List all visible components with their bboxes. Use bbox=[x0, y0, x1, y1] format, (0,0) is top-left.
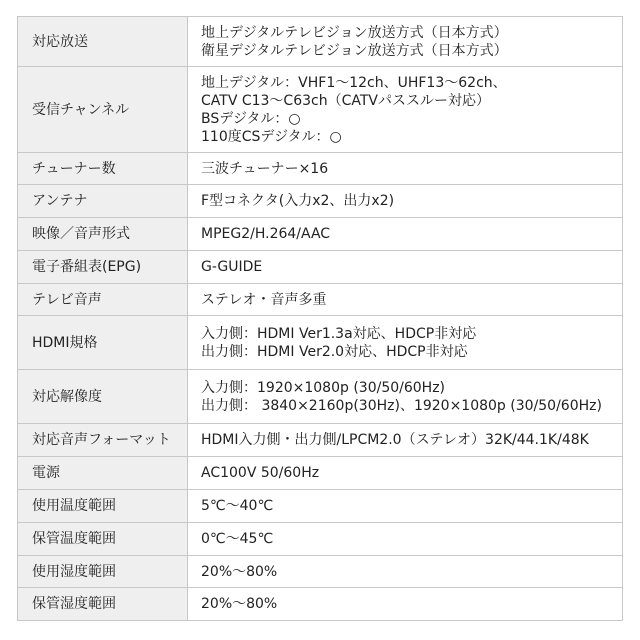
value-line: 入力側：1920×1080p (30/50/60Hz) bbox=[201, 379, 446, 396]
row-label: チューナー数 bbox=[18, 153, 188, 185]
value-line: 出力側：HDMI Ver2.0対応、HDCP非対応 bbox=[201, 343, 468, 360]
row-label: 電源 bbox=[18, 457, 188, 490]
row-value bbox=[188, 153, 623, 185]
value-line: 0℃〜45℃ bbox=[201, 531, 274, 547]
row-value bbox=[188, 251, 623, 284]
row-value bbox=[188, 67, 623, 153]
value-line: 地上デジタルテレビジョン放送方式（日本方式） bbox=[201, 24, 508, 41]
table-row bbox=[18, 153, 623, 185]
value-line: 出力側： 3840×2160p(30Hz)、1920×1080p (30/50/60Hz) bbox=[201, 397, 602, 414]
table-row bbox=[18, 67, 623, 153]
row-value bbox=[188, 556, 623, 588]
row-value bbox=[188, 17, 623, 67]
value-line: F型コネクタ(入力x2、出力x2) bbox=[201, 193, 395, 209]
table-row bbox=[18, 251, 623, 284]
table-row bbox=[18, 588, 623, 621]
row-value bbox=[188, 370, 623, 424]
value-line: ステレオ・音声多重 bbox=[201, 291, 327, 308]
value-line: HDMI入力側・出力側/LPCM2.0（ステレオ）32K/44.1K/48K bbox=[201, 432, 589, 448]
value-line: 5℃〜40℃ bbox=[201, 498, 274, 514]
table-row bbox=[18, 185, 623, 218]
value-line: MPEG2/H.264/AAC bbox=[201, 226, 331, 242]
value-line: BSデジタル：○ bbox=[201, 110, 301, 127]
table-row bbox=[18, 424, 623, 457]
value-line: CATV C13〜C63ch（CATVパススルー対応） bbox=[201, 92, 490, 109]
value-line: 110度CSデジタル：○ bbox=[201, 128, 342, 145]
row-value bbox=[188, 424, 623, 457]
row-label: 保管温度範囲 bbox=[18, 523, 188, 556]
table-row bbox=[18, 17, 623, 67]
row-label: 保管湿度範囲 bbox=[18, 588, 188, 621]
row-label: 対応音声フォーマット bbox=[18, 424, 188, 457]
row-label: 受信チャンネル bbox=[18, 67, 188, 153]
table-row bbox=[18, 218, 623, 251]
value-line: 地上デジタル：VHF1〜12ch、UHF13〜62ch、 bbox=[201, 74, 507, 91]
row-label: 使用湿度範囲 bbox=[18, 556, 188, 588]
row-value bbox=[188, 316, 623, 370]
row-value bbox=[188, 284, 623, 316]
row-value bbox=[188, 457, 623, 490]
row-label: 使用温度範囲 bbox=[18, 490, 188, 523]
value-line: 入力側：HDMI Ver1.3a対応、HDCP非対応 bbox=[201, 325, 477, 342]
row-label: テレビ音声 bbox=[18, 284, 188, 316]
spec-table bbox=[17, 16, 623, 621]
value-line: 衛星デジタルテレビジョン放送方式（日本方式） bbox=[201, 42, 508, 59]
table-row bbox=[18, 370, 623, 424]
table-row bbox=[18, 457, 623, 490]
row-label: 対応放送 bbox=[18, 17, 188, 67]
value-line: G-GUIDE bbox=[201, 259, 263, 275]
row-value bbox=[188, 588, 623, 621]
row-label: アンテナ bbox=[18, 185, 188, 218]
table-row bbox=[18, 523, 623, 556]
row-value bbox=[188, 523, 623, 556]
row-value bbox=[188, 185, 623, 218]
table-row bbox=[18, 284, 623, 316]
value-line: 20%〜80% bbox=[201, 596, 278, 612]
table-row bbox=[18, 316, 623, 370]
row-value bbox=[188, 490, 623, 523]
row-label: 対応解像度 bbox=[18, 370, 188, 424]
row-label: 映像／音声形式 bbox=[18, 218, 188, 251]
row-label: HDMI規格 bbox=[18, 316, 188, 370]
table-row bbox=[18, 556, 623, 588]
value-line: 三波チューナー×16 bbox=[201, 160, 329, 177]
row-value bbox=[188, 218, 623, 251]
value-line: AC100V 50/60Hz bbox=[201, 465, 320, 481]
table-row bbox=[18, 490, 623, 523]
value-line: 20%〜80% bbox=[201, 563, 278, 580]
row-label: 電子番組表(EPG) bbox=[18, 251, 188, 284]
